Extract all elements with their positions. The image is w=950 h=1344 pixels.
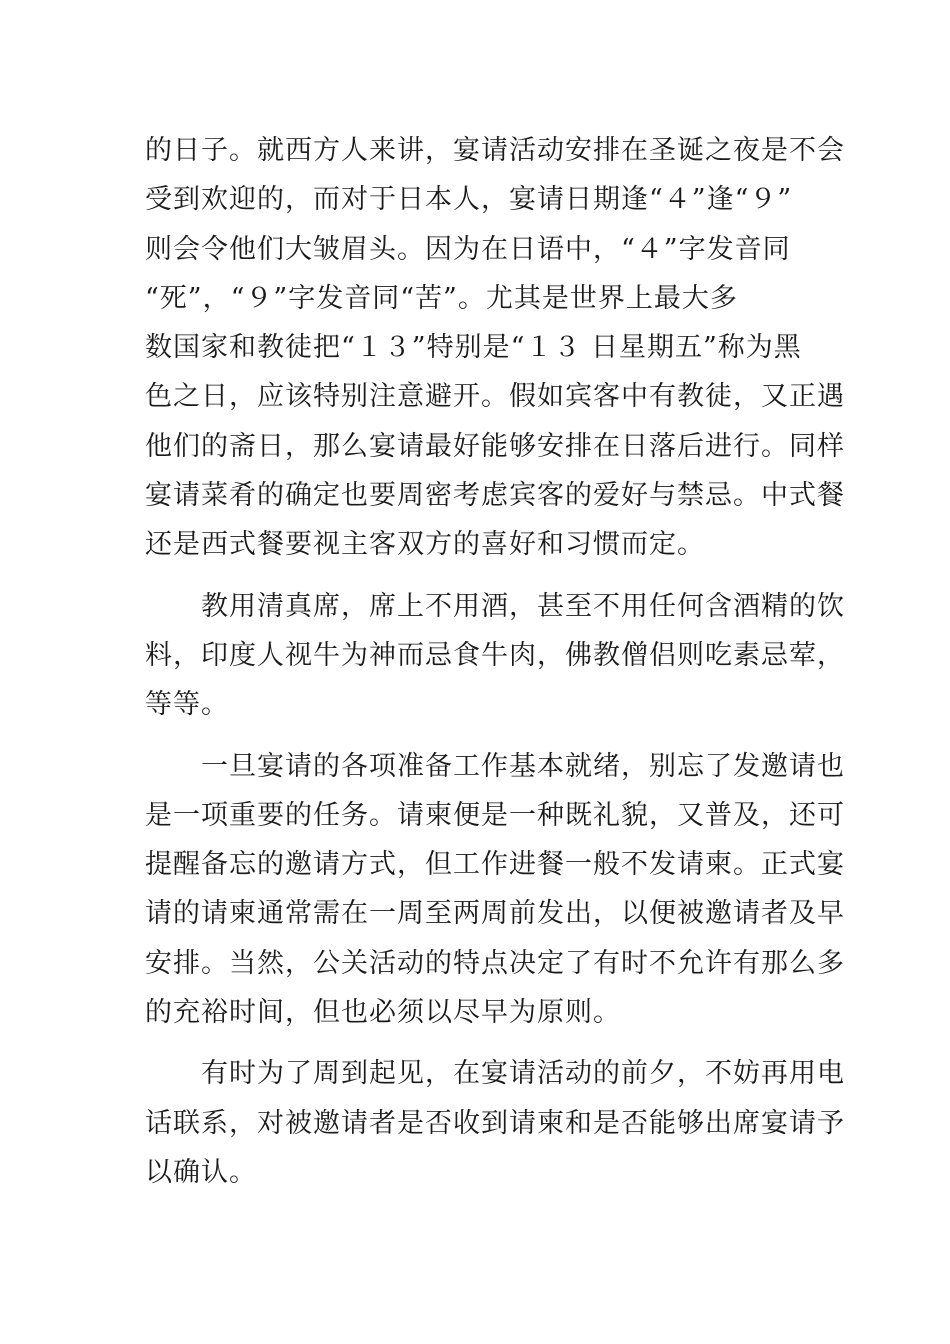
text-line: 请的请柬通常需在一周至两周前发出，以便被邀请者及早 [145, 898, 845, 930]
text-line: 安排。当然，公关活动的特点决定了有时不允许有那么多 [145, 947, 845, 979]
text-line: 受到欢迎的，而对于日本人，宴请日期逢“４”逢“９” [145, 184, 793, 216]
text-line: 有时为了周到起见，在宴请活动的前夕，不妨再用电 [201, 1058, 845, 1090]
text-line: 一旦宴请的各项准备工作基本就绪，别忘了发邀请也 [201, 750, 845, 782]
text-line: 以确认。 [145, 1156, 257, 1188]
text-line: 宴请菜肴的确定也要周密考虑宾客的爱好与禁忌。中式餐 [145, 480, 845, 512]
paragraph [145, 126, 845, 570]
text-line: 是一项重要的任务。请柬便是一种既礼貌，又普及，还可 [145, 799, 845, 831]
text-line: “死”，“９”字发音同“苦”。尤其是世界上最大多 [145, 282, 738, 314]
text-line: 的日子。就西方人来讲，宴请活动安排在圣诞之夜是不会 [145, 135, 845, 166]
text-line: 色之日，应该特别注意避开。假如宾客中有教徒，又正遇 [145, 381, 845, 413]
text-line: 则会令他们大皱眉头。因为在日语中，“４”字发音同 [145, 233, 791, 265]
text-line: 数国家和教徒把“１３”特别是“１３ 日星期五”称为黑 [145, 332, 802, 364]
text-line: 等等。 [145, 689, 229, 721]
text-line: 他们的斋日，那么宴请最好能够安排在日落后进行。同样 [145, 430, 845, 462]
text-line: 提醒备忘的邀请方式，但工作进餐一般不发请柬。正式宴 [145, 849, 845, 881]
text-line: 还是西式餐要视主客双方的喜好和习惯而定。 [145, 529, 705, 561]
paragraph [145, 582, 845, 730]
text-line: 料，印度人视牛为神而忌食牛肉，佛教僧侣则吃素忌荤， [145, 639, 845, 671]
text-line: 教用清真席，席上不用酒，甚至不用任何含酒精的饮 [201, 590, 845, 622]
paragraph [145, 742, 845, 1038]
text-line: 话联系，对被邀请者是否收到请柬和是否能够出席宴请予 [145, 1107, 845, 1139]
text-line: 的充裕时间，但也必须以尽早为原则。 [145, 997, 621, 1029]
body-text [145, 126, 845, 1197]
paragraph [145, 1049, 845, 1197]
